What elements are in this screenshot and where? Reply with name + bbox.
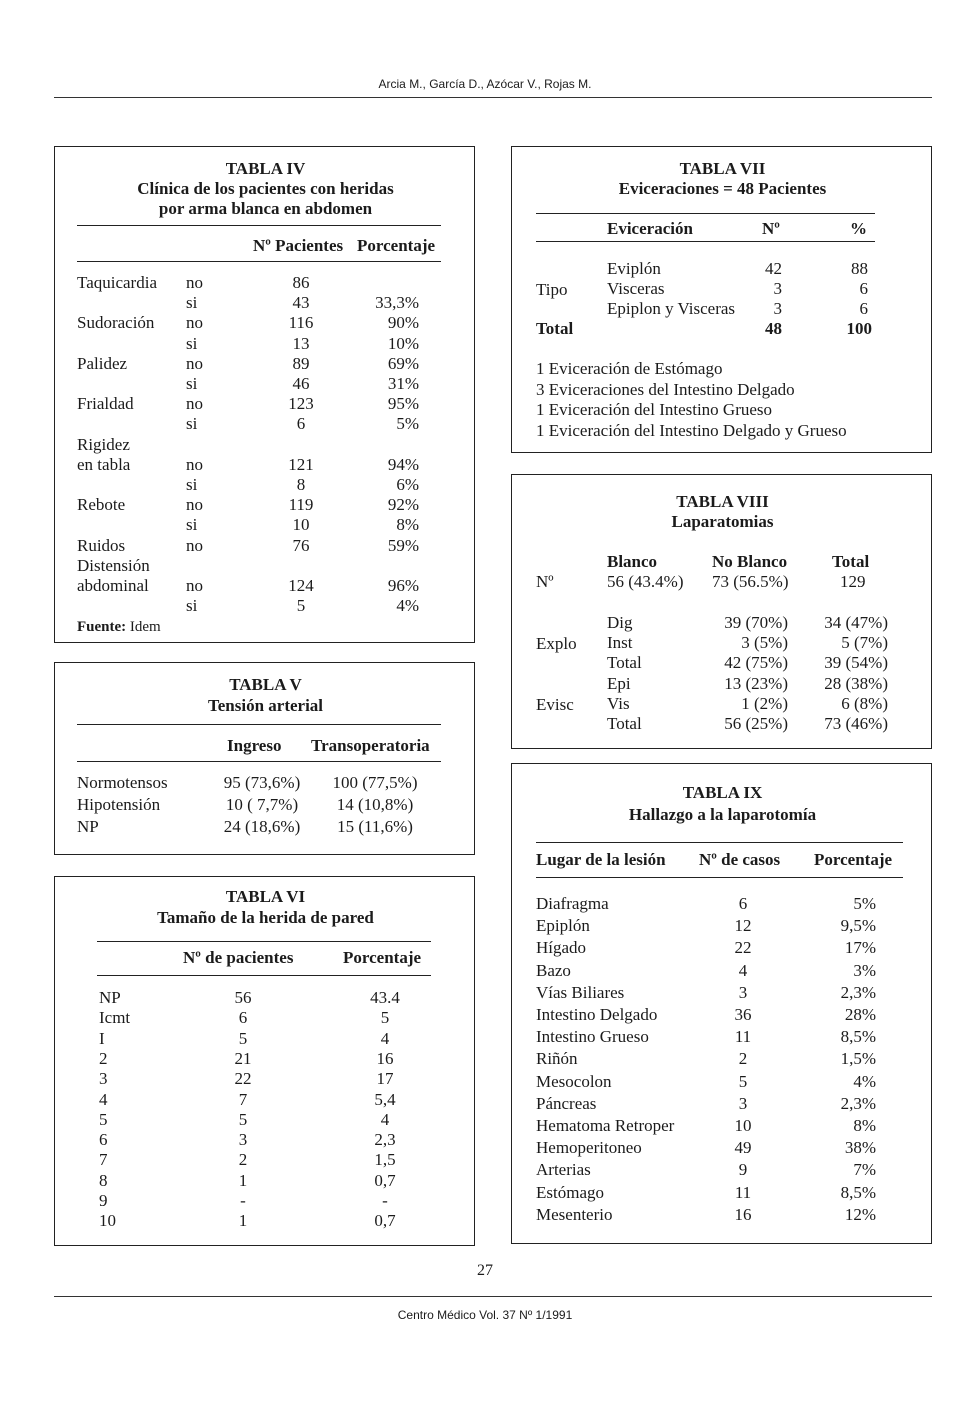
tabla-vi-row-porcentaje: 5 — [380, 1008, 390, 1028]
tabla-v — [54, 662, 475, 855]
tabla-v-col-ingreso: Ingreso — [227, 736, 282, 755]
tabla-iv-subtitle-1: Clínica de los pacientes con heridas — [137, 179, 394, 198]
tabla-vi-row-pacientes: 5 — [238, 1109, 248, 1129]
tabla-vi-row-porcentaje: 4 — [380, 1028, 390, 1048]
tabla-vii-tipo-label: Tipo — [536, 280, 568, 299]
tabla-ix-row-porcentaje: 12% — [844, 1204, 876, 1224]
tabla-ix-row-porcentaje: 8,5% — [840, 1027, 876, 1047]
tabla-iv-rule-top — [77, 225, 441, 226]
tabla-iv-row-pacientes: 119 — [288, 495, 314, 515]
tabla-vii-note: 3 Eviceraciones del Intestino Delgado — [536, 379, 795, 399]
tabla-iv-fuente — [77, 617, 161, 637]
tabla-iv-row-porcentaje: 31% — [387, 374, 419, 393]
tabla-viii-n-total: 129 — [840, 572, 866, 591]
tabla-viii-row-noblanco: 1 (2%) — [741, 693, 788, 713]
tabla-vi-col-n: Nº de pacientes — [183, 948, 294, 967]
tabla-ix-row-lugar: Intestino Grueso — [536, 1027, 649, 1047]
tabla-vi — [54, 876, 475, 1246]
tabla-ix-row-casos: 2 — [738, 1049, 748, 1069]
tabla-viii-row-noblanco: 3 (5%) — [741, 633, 788, 653]
tabla-ix-row-casos: 9 — [738, 1160, 748, 1180]
tabla-iv-row-label: Frialdad — [77, 394, 134, 414]
fuente-value: Idem — [129, 619, 161, 635]
tabla-vi-row-pacientes: 3 — [238, 1130, 248, 1150]
tabla-vii-total-n: 48 — [765, 319, 782, 338]
tabla-ix-subtitle: Hallazgo a la laparotomía — [628, 805, 817, 824]
tabla-vi-row-label: Icmt — [99, 1008, 131, 1028]
tabla-ix-row-lugar: Arterias — [536, 1160, 591, 1180]
tabla-iv-row-pacientes: 123 — [288, 394, 314, 414]
tabla-ix-row-porcentaje: 2,3% — [840, 1093, 876, 1113]
tabla-ix-title: TABLA IX — [682, 783, 763, 802]
tabla-iv-row-label: Sudoración — [77, 313, 155, 333]
tabla-vi-row-label: 3 — [99, 1069, 108, 1089]
tabla-iv-row-pacientes: 124 — [288, 576, 314, 595]
tabla-viii-row-total: 5 (7%) — [841, 633, 888, 653]
tabla-viii-row-noblanco: 42 (75%) — [724, 653, 788, 673]
tabla-ix-row-casos: 6 — [738, 894, 748, 913]
tabla-vii-row-name: Eviplón — [607, 259, 661, 278]
tabla-vii-row-n: 3 — [773, 279, 782, 298]
tabla-ix-row-casos: 4 — [738, 960, 748, 980]
tabla-ix-row-porcentaje: 1,5% — [840, 1049, 876, 1069]
tabla-vi-row-pacientes: 21 — [234, 1048, 252, 1068]
tabla-ix-row-porcentaje: 28% — [844, 1005, 876, 1024]
tabla-ix-row-casos: 16 — [734, 1204, 752, 1224]
tabla-ix-row-lugar: Diafragma — [536, 894, 609, 913]
tabla-ix-row-lugar: Hematoma Retroper — [536, 1116, 675, 1135]
tabla-ix-row-porcentaje: 3% — [853, 960, 876, 980]
tabla-vi-row-porcentaje: 0,7 — [374, 1211, 396, 1231]
tabla-iv-row-porcentaje: 8% — [396, 515, 419, 535]
tabla-ix-col-pct: Porcentaje — [814, 850, 893, 869]
tabla-viii-row-sub: Vis — [607, 693, 630, 713]
tabla-iv-title: TABLA IV — [225, 159, 306, 178]
footer-rule — [54, 1296, 932, 1297]
tabla-ix-row-porcentaje: 4% — [853, 1071, 876, 1091]
tabla-vi-row-label: 6 — [99, 1130, 108, 1150]
page-number: 27 — [477, 1262, 493, 1279]
tabla-iv-rule-header — [77, 261, 441, 262]
tabla-vii-total-pct: 100 — [846, 319, 872, 338]
tabla-iv-row-porcentaje: 6% — [396, 475, 419, 494]
tabla-vi-row-pacientes: 7 — [238, 1089, 248, 1109]
tabla-iv-row-option: si — [186, 596, 198, 616]
tabla-vii-title: TABLA VII — [679, 159, 766, 178]
tabla-iv-col-porcentaje: Porcentaje — [357, 236, 436, 255]
tabla-vi-row-label: 2 — [99, 1048, 108, 1068]
tabla-ix — [511, 763, 932, 1244]
tabla-v-row-label: Hipotensión — [77, 795, 161, 814]
tabla-viii-row-total: 34 (47%) — [824, 613, 888, 632]
tabla-iv-row-pacientes: 10 — [292, 515, 310, 535]
tabla-iv-subtitle-2: por arma blanca en abdomen — [158, 199, 373, 218]
tabla-v-col-transoperatoria: Transoperatoria — [311, 736, 430, 755]
tabla-ix-row-lugar: Mesenterio — [536, 1204, 613, 1224]
tabla-v-row-ingreso: 95 (73,6%) — [223, 773, 301, 792]
tabla-vii-row-pct: 88 — [851, 259, 868, 278]
tabla-v-rule-header — [77, 761, 441, 762]
tabla-viii-row-noblanco: 56 (25%) — [724, 714, 788, 733]
tabla-iv-row-pacientes: 121 — [288, 454, 314, 474]
tabla-iv — [54, 146, 475, 643]
tabla-vii-row-n: 42 — [765, 259, 782, 278]
tabla-vii-rule-top — [536, 213, 875, 214]
tabla-iv-row-option: no — [186, 495, 203, 515]
tabla-vi-row-label: 5 — [99, 1109, 108, 1129]
tabla-vi-row-label: 8 — [99, 1170, 108, 1190]
tabla-vi-row-pacientes: 56 — [234, 988, 252, 1007]
tabla-iv-row-porcentaje: 10% — [387, 333, 419, 353]
tabla-vii-row-pct: 6 — [859, 299, 868, 318]
tabla-ix-row-lugar: Hemoperitoneo — [536, 1138, 642, 1158]
tabla-vi-title: TABLA VI — [225, 887, 306, 906]
tabla-iv-row-label: Ruidos — [77, 535, 126, 555]
tabla-vii-col-n: Nº — [762, 219, 780, 238]
tabla-iv-row-pacientes: 8 — [296, 475, 306, 494]
tabla-iv-col-pacientes: Nº Pacientes — [253, 236, 344, 255]
tabla-v-row-transoperatoria: 14 (10,8%) — [336, 795, 414, 814]
tabla-vii-row-n: 3 — [773, 299, 782, 318]
tabla-ix-col-n: Nº de casos — [699, 850, 781, 869]
tabla-vii-row-pct: 6 — [859, 279, 868, 298]
tabla-vi-row-porcentaje: 0,7 — [374, 1170, 396, 1190]
tabla-viii-row-total: 73 (46%) — [824, 714, 888, 733]
tabla-vi-row-porcentaje: 1,5 — [374, 1150, 396, 1170]
tabla-iv-row-pacientes: 5 — [296, 596, 306, 616]
tabla-vi-row-pacientes: 6 — [238, 1008, 248, 1028]
tabla-v-row-transoperatoria: 15 (11,6%) — [337, 817, 413, 836]
tabla-iv-row-option: no — [186, 273, 203, 292]
tabla-ix-row-porcentaje: 7% — [853, 1160, 876, 1180]
tabla-vi-row-label: NP — [99, 988, 121, 1007]
tabla-v-row-ingreso: 24 (18,6%) — [223, 817, 301, 836]
tabla-ix-row-casos: 5 — [738, 1071, 748, 1091]
tabla-vi-row-pacientes: 2 — [238, 1150, 248, 1170]
tabla-viii-title: TABLA VIII — [676, 492, 769, 511]
tabla-iv-row-pacientes: 89 — [292, 353, 310, 373]
tabla-iv-row-pacientes: 116 — [288, 313, 314, 333]
tabla-v-row-label: Normotensos — [77, 773, 168, 792]
tabla-ix-row-casos: 11 — [734, 1027, 752, 1047]
tabla-iv-row-porcentaje: 5% — [396, 414, 419, 434]
header-rule — [54, 97, 932, 98]
tabla-ix-row-porcentaje: 38% — [844, 1138, 876, 1158]
tabla-v-row-ingreso: 10 ( 7,7%) — [225, 795, 299, 814]
fuente-label: Fuente: — [77, 619, 127, 635]
tabla-iv-row-label: Taquicardia — [77, 273, 157, 292]
tabla-iv-row-porcentaje: 69% — [387, 353, 419, 373]
tabla-vi-row-label: 10 — [99, 1211, 116, 1231]
tabla-iv-row-option: no — [186, 576, 203, 595]
tabla-iv-row-option: si — [186, 515, 198, 535]
tabla-ix-rule-top — [536, 842, 903, 843]
tabla-vi-rule-header — [97, 975, 431, 976]
tabla-viii-row-total: 6 (8%) — [841, 693, 888, 713]
tabla-viii-n-label: Nº — [536, 572, 554, 591]
tabla-iv-row-porcentaje: 92% — [387, 495, 419, 515]
tabla-vii-total-label: Total — [536, 319, 574, 338]
tabla-vii-note: 1 Eviceración de Estómago — [536, 359, 723, 378]
tabla-iv-row-porcentaje: 4% — [396, 596, 419, 616]
tabla-vi-row-pacientes: - — [240, 1191, 246, 1210]
tabla-viii-evisc-label: Evisc — [536, 695, 574, 714]
running-footer: Centro Médico Vol. 37 Nº 1/1991 — [397, 1308, 573, 1322]
tabla-iv-row-option: no — [186, 454, 203, 474]
tabla-vii-rule-header — [536, 241, 875, 242]
tabla-vi-col-pct: Porcentaje — [343, 948, 422, 967]
tabla-iv-row-porcentaje: 59% — [387, 535, 419, 555]
tabla-vi-row-pacientes: 1 — [238, 1211, 248, 1231]
tabla-ix-row-casos: 10 — [734, 1116, 752, 1135]
tabla-vii-subtitle: Eviceraciones = 48 Pacientes — [618, 179, 827, 198]
tabla-vii-note: 1 Eviceración del Intestino Grueso — [536, 400, 773, 419]
tabla-vi-row-porcentaje: 16 — [376, 1048, 394, 1068]
tabla-viii-row-total: 39 (54%) — [824, 653, 888, 673]
tabla-vi-rule-top — [97, 941, 431, 942]
tabla-iv-row-option: si — [186, 414, 198, 434]
tabla-vi-row-porcentaje: 2,3 — [374, 1130, 396, 1150]
tabla-vi-row-label: I — [99, 1028, 105, 1048]
tabla-vi-row-pacientes: 1 — [238, 1170, 248, 1190]
tabla-viii-row-sub: Total — [607, 714, 642, 733]
tabla-viii-col-noblanco: No Blanco — [712, 552, 788, 571]
tabla-vii-row-name: Epiplon y Visceras — [607, 299, 736, 318]
tabla-viii-row-noblanco: 13 (23%) — [724, 673, 788, 693]
tabla-iv-row-label: Rebote — [77, 495, 126, 515]
tabla-vi-row-label: 4 — [99, 1089, 108, 1109]
tabla-iv-row-option: no — [186, 394, 203, 414]
tabla-v-row-label: NP — [77, 817, 99, 836]
tabla-vi-row-pacientes: 22 — [234, 1069, 252, 1089]
tabla-viii-row-sub: Inst — [607, 633, 633, 653]
tabla-vii-col-pct: % — [850, 219, 867, 238]
tabla-viii-row-sub: Epi — [607, 673, 631, 693]
tabla-ix-row-lugar: Bazo — [536, 960, 571, 980]
tabla-ix-row-porcentaje: 2,3% — [840, 982, 876, 1002]
tabla-vi-row-label: 7 — [99, 1150, 108, 1170]
tabla-ix-row-casos: 11 — [734, 1182, 752, 1202]
tabla-iv-row-pacientes: 6 — [296, 414, 306, 434]
tabla-iv-row-porcentaje: 95% — [387, 394, 419, 414]
tabla-ix-row-porcentaje: 9,5% — [840, 916, 876, 936]
tabla-iv-row-porcentaje: 90% — [387, 313, 419, 333]
tabla-viii-row-noblanco: 39 (70%) — [724, 613, 788, 632]
tabla-viii — [511, 474, 932, 749]
tabla-iv-row-option: si — [186, 333, 198, 353]
tabla-ix-row-porcentaje: 5% — [853, 894, 876, 913]
tabla-ix-row-lugar: Riñón — [536, 1049, 578, 1069]
tabla-iv-row-label: Rigidez — [77, 434, 130, 454]
tabla-vi-row-label: 9 — [99, 1191, 108, 1210]
tabla-iv-row-option: no — [186, 313, 203, 333]
tabla-iv-row-pacientes: 76 — [292, 535, 310, 555]
tabla-vi-row-porcentaje: 17 — [376, 1069, 394, 1089]
tabla-vii-col-evic: Eviceración — [607, 219, 693, 238]
tabla-v-rule-top — [77, 724, 441, 725]
tabla-ix-rule-header — [536, 877, 903, 878]
tabla-ix-row-casos: 49 — [734, 1138, 752, 1158]
tabla-iv-row-pacientes: 13 — [292, 333, 310, 353]
tabla-ix-row-porcentaje: 17% — [844, 938, 876, 958]
tabla-ix-row-porcentaje: 8,5% — [840, 1182, 876, 1202]
tabla-iv-row-option: si — [186, 293, 198, 313]
tabla-ix-row-casos: 36 — [734, 1005, 752, 1024]
tabla-ix-row-casos: 12 — [734, 916, 752, 936]
tabla-vii-note: 1 Eviceración del Intestino Delgado y Grueso — [536, 420, 847, 440]
tabla-iv-row-label: abdominal — [77, 576, 149, 595]
tabla-ix-row-lugar: Páncreas — [536, 1093, 597, 1113]
tabla-viii-col-blanco: Blanco — [607, 552, 658, 571]
tabla-iv-row-label: Palidez — [77, 353, 128, 373]
tabla-ix-row-porcentaje: 8% — [853, 1116, 876, 1135]
tabla-vi-row-porcentaje: 5,4 — [374, 1089, 396, 1109]
tabla-ix-row-lugar: Intestino Delgado — [536, 1005, 658, 1024]
tabla-iv-row-option: no — [186, 535, 203, 555]
tabla-vii-row-name: Visceras — [607, 279, 665, 298]
tabla-vi-row-porcentaje: 4 — [380, 1109, 390, 1129]
tabla-iv-row-porcentaje: 94% — [387, 454, 419, 474]
tabla-vi-row-porcentaje: 43.4 — [370, 988, 400, 1007]
tabla-iv-row-pacientes: 43 — [292, 293, 310, 313]
tabla-viii-n-blanco: 56 (43.4%) — [607, 572, 684, 591]
tabla-viii-row-total: 28 (38%) — [824, 673, 888, 693]
tabla-iv-row-label: Distensión — [77, 555, 150, 575]
tabla-ix-row-casos: 22 — [734, 938, 752, 958]
tabla-ix-row-lugar: Epiplón — [536, 916, 590, 936]
tabla-iv-row-porcentaje: 96% — [387, 576, 419, 595]
running-header: Arcia M., García D., Azócar V., Rojas M. — [378, 77, 592, 91]
tabla-viii-row-sub: Dig — [607, 613, 633, 632]
tabla-iv-row-label: en tabla — [77, 454, 131, 474]
tabla-vi-row-porcentaje: - — [382, 1191, 388, 1210]
tabla-vi-subtitle: Tamaño de la herida de pared — [157, 908, 374, 927]
tabla-ix-row-lugar: Mesocolon — [536, 1071, 612, 1091]
tabla-ix-row-lugar: Vías Biliares — [536, 982, 625, 1002]
tabla-ix-row-lugar: Estómago — [536, 1182, 604, 1202]
tabla-iv-row-porcentaje: 33,3% — [375, 293, 419, 313]
tabla-iv-row-option: no — [186, 353, 203, 373]
tabla-iv-row-option: si — [186, 374, 198, 393]
tabla-v-title: TABLA V — [229, 675, 302, 694]
tabla-ix-row-lugar: Hígado — [536, 938, 587, 958]
tabla-vi-row-pacientes: 5 — [238, 1028, 248, 1048]
tabla-viii-explo-label: Explo — [536, 634, 577, 653]
tabla-ix-col-lugar: Lugar de la lesión — [536, 850, 666, 869]
tabla-ix-row-casos: 3 — [738, 982, 748, 1002]
tabla-iv-row-pacientes: 86 — [292, 273, 310, 292]
tabla-iv-row-pacientes: 46 — [292, 374, 310, 393]
tabla-v-subtitle: Tensión arterial — [207, 696, 324, 715]
tabla-ix-row-casos: 3 — [738, 1093, 748, 1113]
tabla-v-row-transoperatoria: 100 (77,5%) — [332, 773, 418, 792]
tabla-viii-n-noblanco: 73 (56.5%) — [712, 572, 789, 591]
tabla-vii — [511, 146, 932, 453]
tabla-viii-row-sub: Total — [607, 653, 642, 673]
tabla-viii-subtitle: Laparatomias — [671, 512, 774, 531]
tabla-iv-row-option: si — [186, 475, 198, 494]
tabla-viii-col-total: Total — [832, 552, 870, 571]
